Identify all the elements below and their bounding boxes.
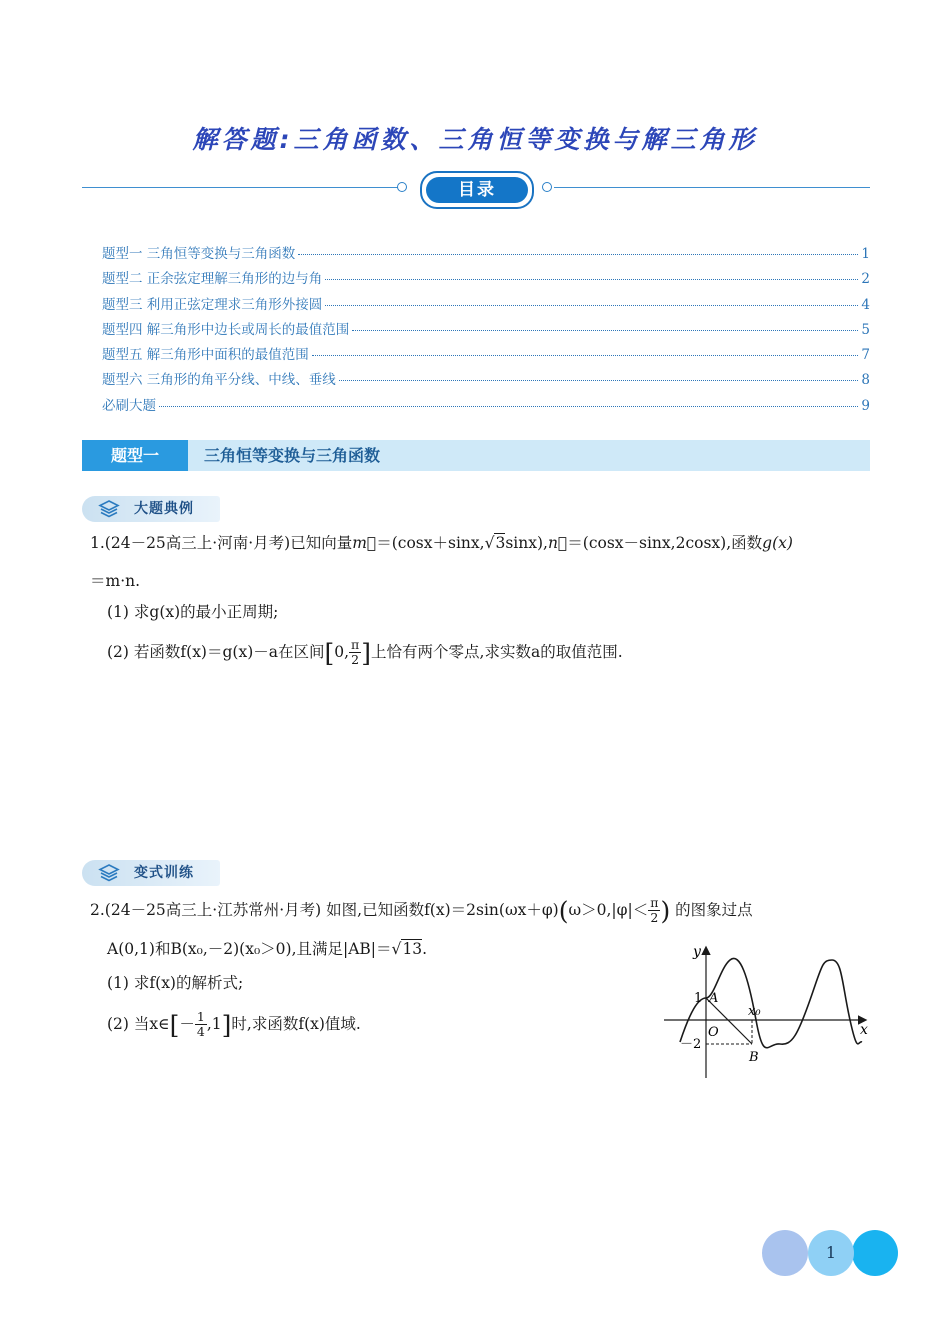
fraction-denominator: 2 [650,910,659,926]
interval-left: 0, [334,642,350,661]
question-2-part-2: (2) 当x∈[－ $\frac{1}{4}$ ,1]时,求函数f(x)值域. [107,1009,361,1040]
toc-item-label: 题型四 解三角形中边长或周长的最值范围 [102,321,350,338]
vector-m-symbol: m⃗ [352,534,377,552]
tick-neg-two: －2 [680,1037,702,1052]
part-text-end: 上恰有两个零点,求实数a的取值范围. [371,642,623,661]
fraction-denominator: 4 [196,1024,205,1040]
part-label: (1) [107,974,129,992]
origin-label: O [708,1025,719,1040]
bracket-left: [ [324,638,335,668]
tick-one: 1 [694,991,703,1006]
part-text: 若函数f(x)＝g(x)－a在区间 [133,642,325,661]
part-text-end: 时,求函数f(x)值域. [231,1014,361,1033]
vector-n-symbol: n⃗ [547,534,568,552]
vector-m-end: sinx), [505,534,548,552]
toc-item-label: 题型六 三角形的角平分线、中线、垂线 [102,372,336,389]
question-number: 1. [90,534,105,552]
document-title: 解答题:三角函数、三角恒等变换与解三角形 [192,125,758,154]
paren-right: ) [660,896,671,926]
toc-rule-left [82,187,398,188]
fraction-numerator: π [650,895,659,910]
vector-m-value: (cosx＋sinx, [391,534,485,552]
toc-dots [159,406,858,407]
toc-item[interactable] [102,242,870,267]
toc-item[interactable] [102,368,870,393]
sine-graph-figure [660,940,875,1082]
toc-item-page: 1 [861,246,870,262]
sqrt-3: 3 [495,534,506,552]
toc-rule-right [554,187,870,188]
range-end: ,1 [206,1014,222,1033]
bracket-left: [ [169,1010,180,1040]
part-label: (2) [107,1014,129,1033]
toc-item-page: 7 [861,347,870,364]
footer-circle-left [762,1230,808,1276]
point-b-label: B [749,1050,759,1065]
bracket-right: ] [361,638,372,668]
point-a-label: A [709,991,719,1006]
part-text: 求f(x)的解析式; [133,974,244,992]
toc-item[interactable] [102,343,870,368]
question-1-line-1: 1.(24－25高三上·河南·月考)已知向量m⃗＝(cosx＋sinx,√3sinx),n⃗＝(cosx－sinx,2cosx),函数g(x) [90,534,793,552]
toc-item-label: 题型一 三角恒等变换与三角函数 [102,246,296,262]
section-header [82,440,870,471]
x-axis-label: x [860,1022,868,1038]
toc-item-page: 5 [861,321,870,338]
toc-rule-left-ring [397,182,407,192]
sqrt-13: 13 [402,940,423,958]
toc-dots [339,380,859,381]
fraction-numerator: 1 [196,1009,205,1024]
function-g: g(x) [762,534,793,552]
toc-item-page: 9 [861,397,870,414]
toc-item[interactable] [102,394,870,419]
section-tag: 题型一 [82,440,188,471]
part-text: 当x∈ [133,1014,170,1033]
toc-item-page: 8 [861,372,870,389]
fraction-pi-over-2 [349,638,361,668]
toc-item[interactable] [102,318,870,343]
question-text-end: 的图象过点 [675,900,753,919]
footer-circle-right [852,1230,898,1276]
fraction-pi-over-2 [648,896,660,926]
question-text-end: . [422,940,428,958]
toc-rule-right-ring [542,182,552,192]
toc-item-label: 题型五 解三角形中面积的最值范围 [102,347,309,364]
toc-item-label: 必刷大题 [102,397,156,414]
toc-header-label: 目录 [426,177,528,203]
question-source: (24－25高三上·河南·月考) [104,534,291,552]
practice-badge-label: 变式训练 [134,865,194,881]
part-text: 求g(x)的最小正周期; [133,603,279,621]
toc-item-page: 2 [861,271,870,288]
toc-dots [325,279,858,280]
vector-n-value: (cosx－sinx,2cosx),函数 [582,534,763,552]
toc-item-label: 题型二 正余弦定理解三角形的边与角 [102,271,323,288]
example-badge [82,496,220,522]
paren-left: ( [558,896,569,926]
table-of-contents [102,242,870,419]
toc-header [420,171,534,209]
fraction-numerator: π [351,637,360,652]
question-1-part-2 [107,638,623,668]
layers-icon [98,863,120,883]
toc-item[interactable] [102,293,870,318]
toc-item[interactable] [102,267,870,292]
toc-dots [298,254,858,255]
page-number-circle [808,1230,854,1276]
question-2-part-1 [107,974,243,993]
fraction-one-quarter [195,1010,207,1040]
question-source: (24－25高三上·江苏常州·月考) [104,900,322,919]
y-axis-label: y [693,944,701,960]
page-number: 1 [825,1243,837,1262]
section-title: 三角恒等变换与三角函数 [204,446,381,465]
layers-icon [98,499,120,519]
question-text: A(0,1)和B(x₀,－2)(x₀＞0),且满足|AB|＝ [107,940,392,958]
question-2-line-2: A(0,1)和B(x₀,－2)(x₀＞0),且满足|AB|＝√13. [107,940,428,958]
x0-label: x₀ [748,1004,761,1019]
question-1-part-1 [107,603,278,622]
question-number: 2. [90,900,105,919]
fraction-denominator: 2 [351,652,360,668]
toc-dots [312,355,859,356]
question-2-line-1 [90,896,753,926]
bracket-right: ] [221,1010,232,1040]
toc-dots [352,330,858,331]
condition-text: ω＞0,|φ|＜ [568,900,649,919]
question-text: 如图,已知函数f(x)＝2sin(ωx＋φ) [326,900,559,919]
toc-dots [325,305,858,306]
question-text: 已知向量 [290,534,353,552]
example-badge-label: 大题典例 [134,501,194,517]
part-label: (1) [107,603,129,621]
question-1-line-2: ＝m·n. [90,572,141,590]
part-label: (2) [107,642,129,661]
toc-item-page: 4 [861,296,870,313]
toc-item-label: 题型三 利用正弦定理求三角形外接圆 [102,296,323,313]
practice-badge [82,860,220,886]
